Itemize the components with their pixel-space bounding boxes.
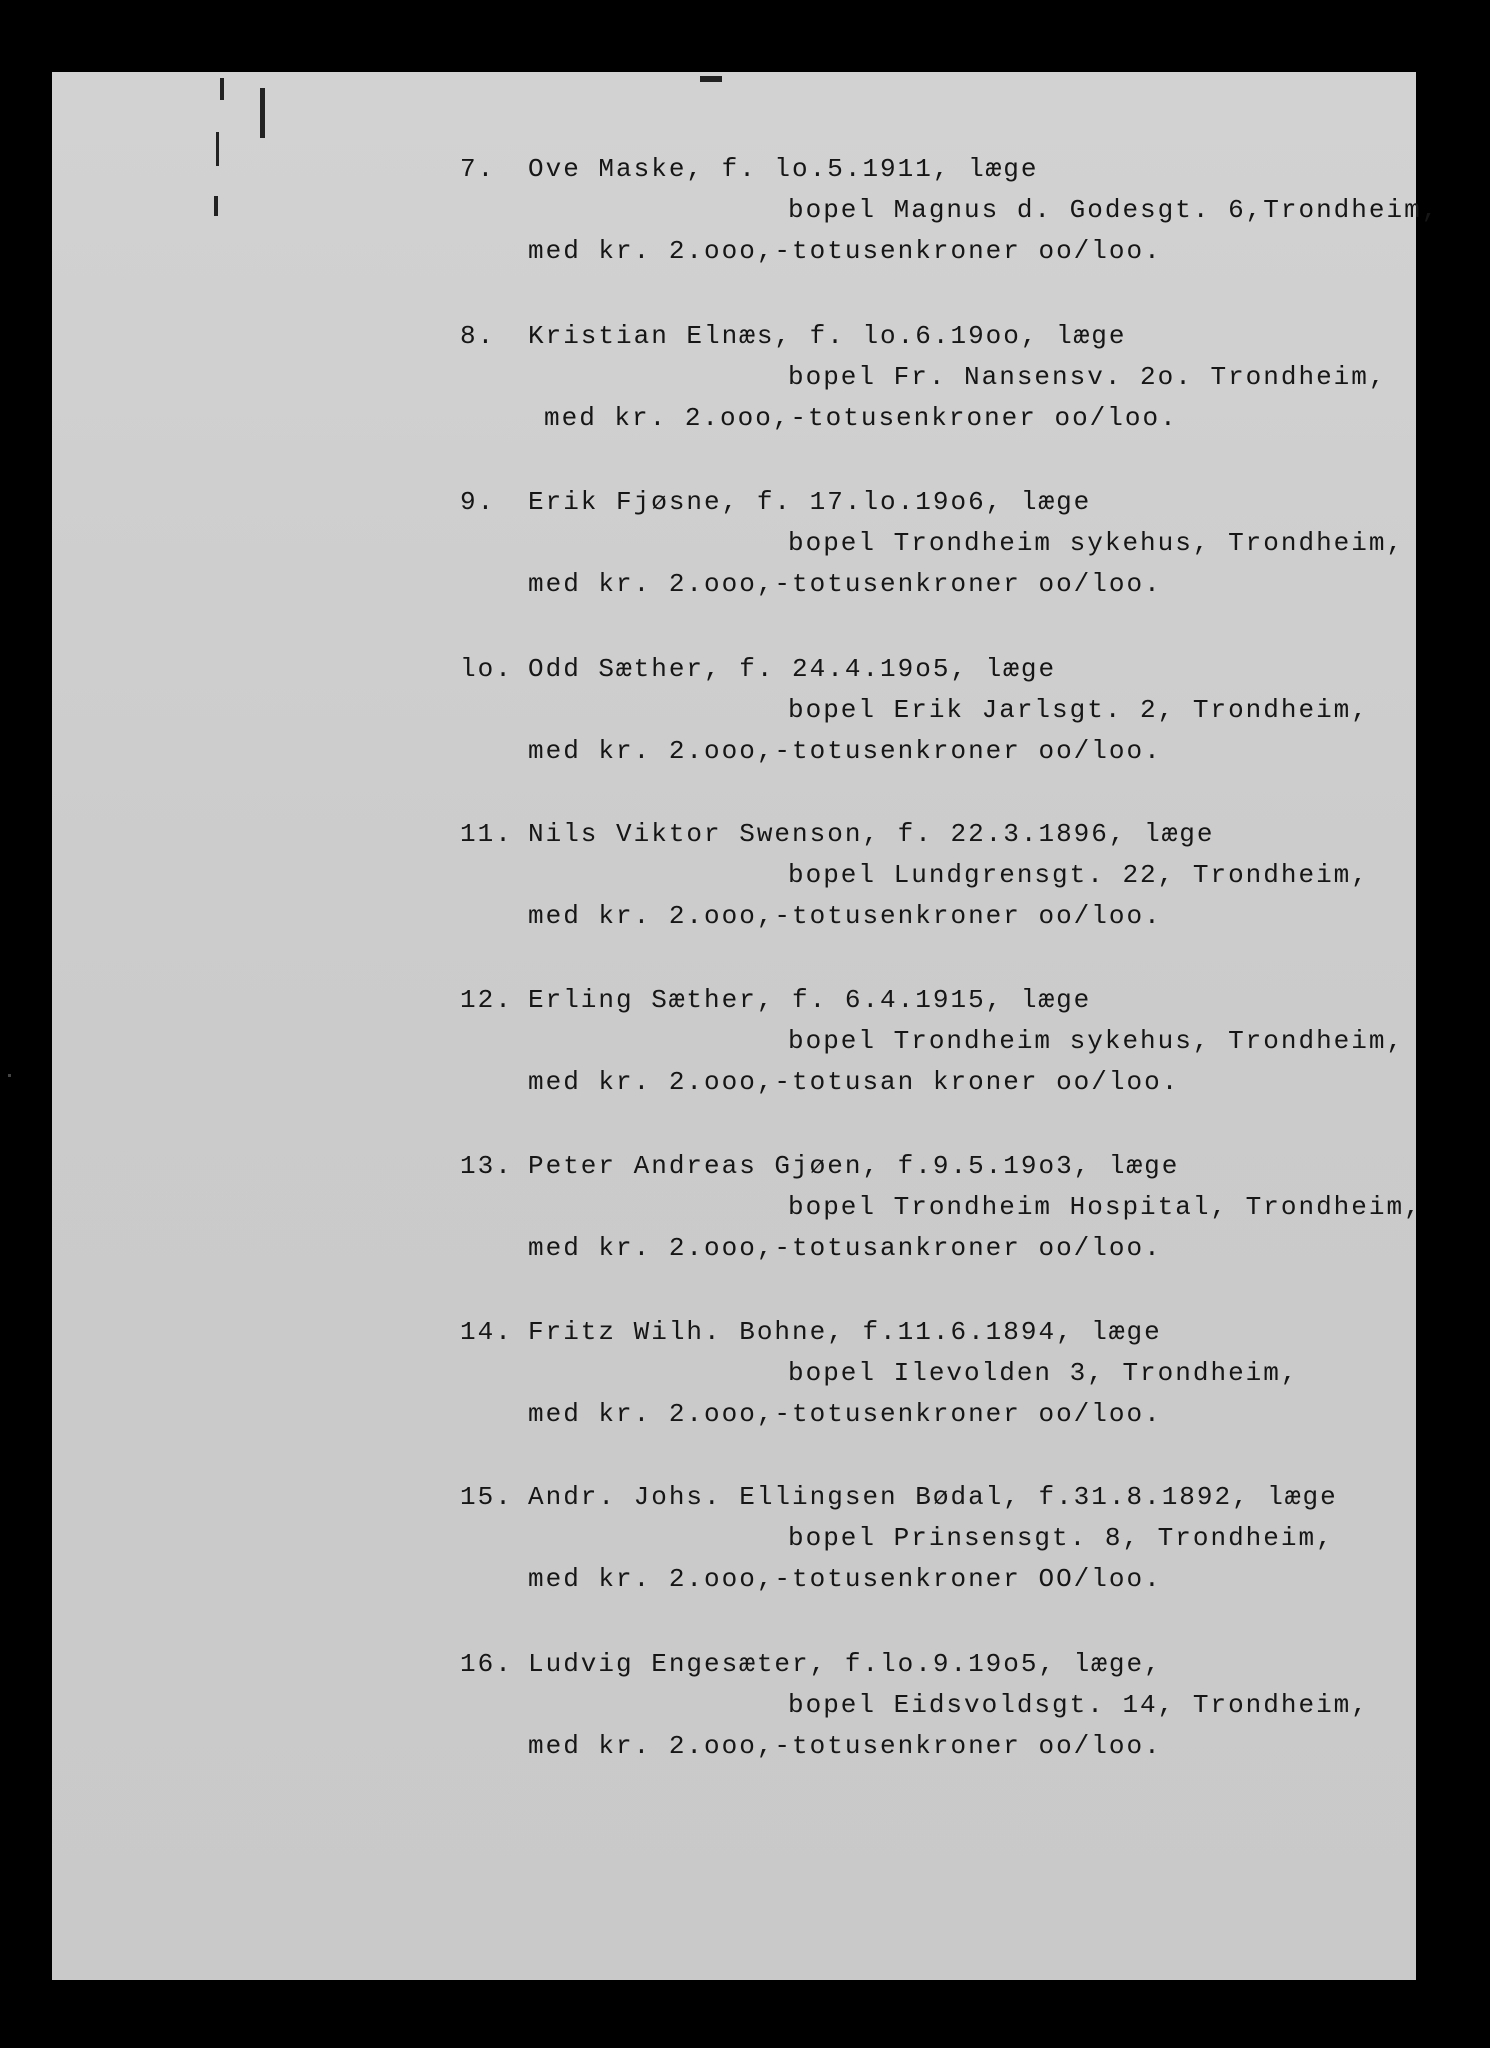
entry-address-line: bopel Lundgrensgt. 22, Trondheim, [788, 860, 1369, 890]
top-mark [700, 76, 722, 82]
entry-amount-line: med kr. 2.ooo,-totusenkroner oo/loo. [528, 569, 1162, 599]
margin-mark [260, 88, 265, 138]
entry-name-line: Peter Andreas Gjøen, f.9.5.19o3, læge [528, 1151, 1180, 1181]
entry-amount-line: med kr. 2.ooo,-totusenkroner oo/loo. [528, 1731, 1162, 1761]
entry-address-line: bopel Prinsensgt. 8, Trondheim, [788, 1523, 1334, 1553]
entry-name-line: Kristian Elnæs, f. lo.6.19oo, læge [528, 321, 1127, 351]
margin-mark [216, 132, 219, 166]
entry-name-line: Erling Sæther, f. 6.4.1915, læge [528, 985, 1092, 1015]
entry-name-line: Erik Fjøsne, f. 17.lo.19o6, læge [528, 487, 1092, 517]
entry-number: 16. [460, 1649, 513, 1679]
entry-address-line: bopel Trondheim Hospital, Trondheim, [788, 1192, 1422, 1222]
entry-number: 15. [460, 1482, 513, 1512]
entry-address-line: bopel Eidsvoldsgt. 14, Trondheim, [788, 1690, 1369, 1720]
entry-name-line: Fritz Wilh. Bohne, f.11.6.1894, læge [528, 1317, 1162, 1347]
entry-address-line: bopel Trondheim sykehus, Trondheim, [788, 1026, 1405, 1056]
entry-amount-line: med kr. 2.ooo,-totusankroner oo/loo. [528, 1233, 1162, 1263]
entry-address-line: bopel Magnus d. Godesgt. 6,Trondheim, [788, 195, 1440, 225]
entry-amount-line: med kr. 2.ooo,-totusenkroner oo/loo. [528, 736, 1162, 766]
entry-address-line: bopel Fr. Nansensv. 2o. Trondheim, [788, 362, 1387, 392]
entry-name-line: Nils Viktor Swenson, f. 22.3.1896, læge [528, 819, 1215, 849]
entry-address-line: bopel Erik Jarlsgt. 2, Trondheim, [788, 695, 1369, 725]
entry-number: 12. [460, 985, 513, 1015]
entry-number: 14. [460, 1317, 513, 1347]
speck [8, 1074, 11, 1077]
entry-number: 11. [460, 819, 513, 849]
entry-name-line: Odd Sæther, f. 24.4.19o5, læge [528, 654, 1057, 684]
entry-number: 8. [460, 321, 496, 351]
entry-amount-line: med kr. 2.ooo,-totusenkroner oo/loo. [528, 1399, 1162, 1429]
entry-amount-line: med kr. 2.ooo,-totusenkroner oo/loo. [544, 403, 1178, 433]
margin-mark [214, 196, 218, 216]
entry-address-line: bopel Trondheim sykehus, Trondheim, [788, 528, 1405, 558]
margin-mark [220, 78, 224, 100]
entry-name-line: Andr. Johs. Ellingsen Bødal, f.31.8.1892, læge [528, 1482, 1338, 1512]
entry-number: 7. [460, 154, 496, 184]
entry-amount-line: med kr. 2.ooo,-totusenkroner oo/loo. [528, 901, 1162, 931]
entry-number: lo. [460, 654, 513, 684]
entry-number: 9. [460, 487, 496, 517]
entry-name-line: Ove Maske, f. lo.5.1911, læge [528, 154, 1039, 184]
entry-amount-line: med kr. 2.ooo,-totusenkroner oo/loo. [528, 236, 1162, 266]
entry-address-line: bopel Ilevolden 3, Trondheim, [788, 1358, 1299, 1388]
entry-name-line: Ludvig Engesæter, f.lo.9.19o5, læge, [528, 1649, 1162, 1679]
entry-amount-line: med kr. 2.ooo,-totusan kroner oo/loo. [528, 1067, 1180, 1097]
entry-amount-line: med kr. 2.ooo,-totusenkroner OO/loo. [528, 1564, 1162, 1594]
entry-number: 13. [460, 1151, 513, 1181]
